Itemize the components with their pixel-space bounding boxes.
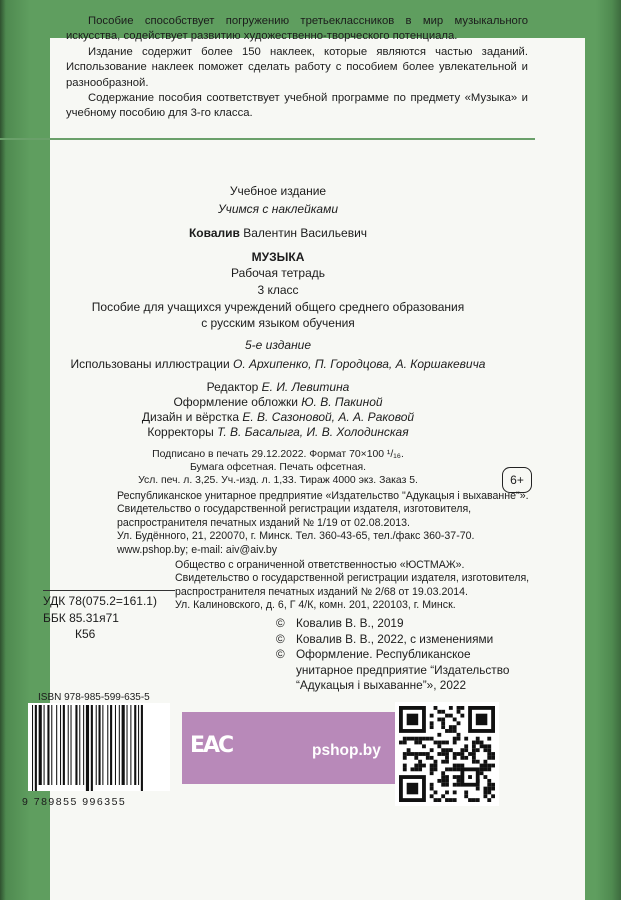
publication-type: Учебное издание	[229, 184, 327, 198]
illustrations-credit	[50, 357, 506, 372]
printer-line: Свидетельство о государственной регистрации издателя, изготовителя,	[175, 572, 530, 585]
author-given-name: Валентин Васильевич	[239, 226, 368, 240]
print-info: Подписано в печать 29.12.2022. Формат 70×100 ¹/₁₆.	[152, 449, 404, 460]
copyright-symbol	[276, 678, 296, 694]
credit-label: Корректоры	[147, 425, 218, 439]
printer-line: распространителя печатных изданий № 2/68 от 19.03.2014.	[175, 585, 468, 598]
publisher-info	[117, 490, 529, 557]
copyright-text: Оформление. Республиканское	[296, 647, 471, 662]
copyright-text: “Адукацыя і выхаванне”», 2022	[296, 678, 467, 693]
author	[50, 226, 506, 241]
grade: 3 класс	[257, 283, 299, 297]
author-mark: К56	[75, 627, 96, 641]
credit-line	[50, 395, 506, 410]
copyright-line	[276, 616, 509, 632]
age-rating-badge: 6+	[502, 467, 532, 493]
website-link[interactable]: pshop.by	[312, 742, 381, 759]
udk-index: УДК 78(075.2=161.1)	[43, 594, 157, 608]
classification-block	[43, 590, 175, 643]
book-title: МУЗЫКА	[251, 250, 305, 264]
isbn: ISBN 978-985-599-635-5	[38, 692, 150, 703]
copyright-text: Ковалив В. В., 2022, с изменениями	[296, 631, 494, 646]
classification-rule	[43, 590, 175, 591]
credit-line	[50, 380, 506, 395]
printer-line: Ул. Калиновского, д. 6, Г 4/К, комн. 201, 220103, г. Минск.	[175, 599, 456, 612]
copyright-line	[276, 632, 509, 648]
divider-rule	[0, 138, 535, 140]
publisher-line: Свидетельство о государственной регистрации издателя, изготовителя,	[117, 503, 472, 516]
purpose-line: с русским языком обучения	[201, 316, 355, 330]
credit-label: Редактор	[206, 380, 262, 394]
copyright-text: Ковалив В. В., 2019	[296, 616, 404, 630]
copyright-block	[276, 616, 509, 694]
eac-mark-icon: ЕАС	[190, 733, 233, 758]
credit-names: Е. И. Левитина	[261, 380, 350, 394]
credit-names: Т. В. Басалыга, И. В. Холодинская	[217, 425, 409, 439]
copyright-line	[276, 663, 509, 679]
credit-names: Е. В. Сазоновой, А. А. Раковой	[242, 410, 415, 424]
copyright-symbol: ©	[276, 631, 285, 646]
publisher-line: Ул. Будённого, 21, 220070, г. Минск. Тел. 360-43-65, тел./факс 360-37-70.	[117, 530, 475, 543]
copyright-symbol	[276, 663, 296, 679]
publisher-line: распространителя печатных изданий № 1/19 от 02.08.2013.	[117, 516, 410, 529]
copyright-line	[276, 678, 509, 694]
copyright-line	[276, 647, 509, 663]
copyright-symbol: ©	[276, 616, 285, 630]
bbk-index: ББК 85.31я71	[43, 610, 119, 625]
illustrations-label: Использованы иллюстрации	[70, 357, 233, 371]
copyright-text: унитарное предприятие “Издательство	[296, 662, 510, 677]
edition: 5-е издание	[244, 338, 312, 352]
copyright-symbol: ©	[276, 647, 285, 662]
printer-line: Общество с ограниченной ответственностью «ЮСТМАЖ».	[175, 559, 465, 571]
annotation-paragraph: Пособие способствует погружению третьеклассников в мир музыкального искусства, содействует развитию художественно-творческого потенциала.	[66, 15, 528, 43]
illustrators: О. Архипенко, П. Городцова, А. Коршакевича	[233, 357, 486, 371]
print-info: Бумага офсетная. Печать офсетная.	[189, 462, 367, 473]
author-surname: Ковалив	[188, 226, 240, 240]
annotation-paragraph: Издание содержит более 150 наклеек, которые являются частью заданий. Использование наклеек поможет сделать работу с пособием более увлекательной и разнообразной.	[66, 45, 528, 89]
qr-code-icon[interactable]	[395, 702, 499, 806]
credit-names: Ю. В. Пакиной	[301, 395, 383, 409]
printer-info	[175, 559, 529, 613]
credit-label: Оформление обложки	[173, 395, 302, 409]
publisher-line: Республиканское унитарное предприятие «Издательство "Адукацыя і выхаванне"».	[117, 490, 529, 502]
purpose-line: Пособие для учащихся учреждений общего среднего образования	[91, 300, 465, 314]
book-subtitle: Рабочая тетрадь	[230, 266, 326, 280]
credit-line	[50, 410, 506, 425]
barcode-icon	[28, 703, 170, 791]
barcode-digits: 9 789855 996355	[22, 796, 127, 808]
annotation-paragraph: Содержание пособия соответствует учебной программе по предмету «Музыка» и учебному пособию для 3-го класса.	[66, 92, 528, 120]
annotation	[66, 14, 528, 122]
credit-label: Дизайн и вёрстка	[141, 410, 243, 424]
publisher-line: www.pshop.by; e-mail: aiv@aiv.by	[117, 543, 278, 556]
credit-line	[50, 425, 506, 440]
print-info: Усл. печ. л. 3,25. Уч.-изд. л. 1,33. Тираж 4000 экз. Заказ 5.	[138, 475, 418, 486]
series-name: Учимся с наклейками	[217, 202, 339, 216]
